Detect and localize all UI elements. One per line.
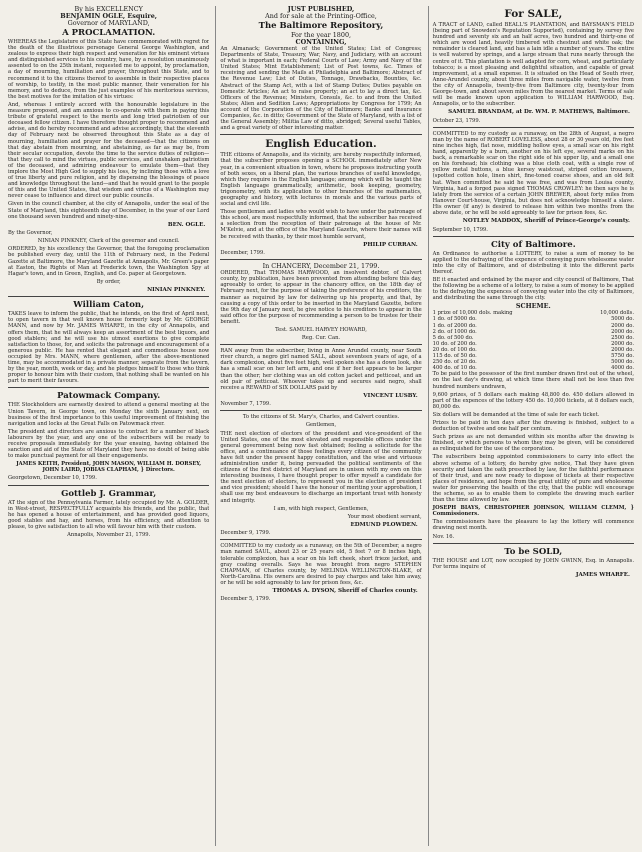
st-marys-servant: Your most obedient servant, xyxy=(347,513,422,520)
proclamation-order-by: By order, xyxy=(96,278,121,285)
proclamation-heading: A PROCLAMATION. xyxy=(62,28,156,38)
caton-heading: William Caton, xyxy=(73,300,145,311)
proclamation-paragraph: And, whereas I entirely accord with the honourable legislature in the measure proposed, and am anxious to co-operate with them in paying this tribute of grateful respect to the merits and long tried patriotism of our deceased fellow citizen. I have therefore thought proper to recommend and advise, and do hereby recommend and advise accordingly, that the eleventh day of February next be observed throughout this State as a day of mourning, humiliation and prayer for the deceased—that the citizens on that day abstain from mourning, and abstaining, as far as may be, from their secular occupation, devote the time to the service duties of religion—that they call to mind the virtues, public services, and unshaken patriotism of the deceased, and admiring endeavour to emulate them—that they implore the Most High God to supply his loss, by inclining those with a love of true liberty and pure religion, and by dispensing the blessings of peace and knowledge throughout the land—and that he would grant to the people of this and the United States, that wisdom and virtue of a Washington may never cease to influence and direct our public councils. xyxy=(8,101,210,200)
divider xyxy=(220,259,421,260)
divider xyxy=(8,387,209,388)
to-be-sold-signature: JAMES WHARFE. xyxy=(575,571,630,578)
for-sale-heading: For SALE, xyxy=(504,8,563,20)
scheme-amount: 5750 do. xyxy=(611,353,634,360)
maddox-date: September 10, 1799. xyxy=(432,226,488,233)
divider xyxy=(220,539,421,540)
repository-published: JUST PUBLISHED, xyxy=(287,6,355,13)
scheme-amount: 2500 do. xyxy=(611,334,634,341)
scheme-prize: 5 do. of 500 do. xyxy=(432,334,474,341)
grammar-paragraph: AT the sign of the Pennsylvania Farmer, lately occupied by Mr. A. GOLDER, in West-street, RESPECTFULLY acquaints his friends, and the public, that he has opened a house of entertainment, and has provided good liquors, good stables and hay, and horses, from his efficiency, and attention to please, to give satisfaction to all who will favour him with their custom. xyxy=(8,499,210,530)
divider xyxy=(433,543,634,544)
repository-year: For the year 1800, xyxy=(290,31,352,39)
scheme-prize: 115 do. of 50 do. xyxy=(432,353,477,360)
divider xyxy=(8,485,209,486)
chancery-paragraph: ORDERED, That THOMAS HARWOOD, an insolvent debtor, of Calvert county, by publication, have been prevented from attending before this day, agreeably to order, to appear in the chancery office, on the 18th day of February next, for the purpose of taking the preference of his creditors, the manner as required by law for delivering up his property, and that, by causing a copy of this order to be inserted in the Maryland Gazette, before the 9th day of January next, he give notice to his creditors to appear in the said office for the purpose of recommending a person to be trustee for their benefit. xyxy=(220,270,422,325)
english-education-paragraph: THE citizens of Annapolis, and its vicinity, are hereby respectfully informed, that the subscriber proposes opening a SCHOOL immediately after New year, in a convenient situation in town, where he proposes instructing youth of both sexes, on a liberal plan, the various branches of useful knowledge, which they require in the English language; among which will be taught the English language grammatically, arithmetic, book keeping, geometry, trigonometry, with its application to other branches of the mathematics, geography and history, with lectures in morals and the various parts of social and civil life. xyxy=(220,152,422,208)
proclamation-governor-title: Governor of MARYLAND, xyxy=(67,19,150,27)
grammar-heading: Gottleb J. Grammar, xyxy=(61,488,157,499)
city-paragraph: The subscribers being appointed commissioners to carry into effect the above scheme of a lottery, do hereby give notice, That they have given security and taken the oath prescribed by law, for the faithful performance of their trust, and are now ready to dispose of tickets at their respective places of residence, and hope from the great utility of pure and wholesome water for preserving the health of the city, that the public will encourage the scheme, so as to enable them to complete the drawing much earlier than the time allowed by law. xyxy=(432,454,634,504)
dyson-date: December 5, 1799. xyxy=(220,596,271,603)
scheme-prize: 20 do. of 100 do. xyxy=(432,346,477,353)
city-date: Nov. 16. xyxy=(432,533,455,540)
maddox-signature: NOTLEY MADDOX, Sheriff of Prince-George's county. xyxy=(462,218,630,225)
scheme-amount: 2000 do. xyxy=(611,322,634,329)
divider xyxy=(433,236,634,237)
divider xyxy=(220,410,421,411)
column-middle xyxy=(215,6,421,846)
english-education-paragraph: Those gentlemen and ladies who would wish to have under the patronage of this school, are most respectfully informed, that the subscriber has received a selection from the reception of their patronage at the house of Mr. M'Kelvie, and at the office of the Maryland Gazette, where their names will be received with thanks, by their most humble servant, xyxy=(220,209,422,240)
scheme-prize: 1 prize of 10,000 dols. making xyxy=(432,310,513,317)
maddox-paragraph: COMMITTED to my custody as a runaway, on the 28th of August, a negro man by the name of ROBERT LOVELESS, about 28 or 30 years old, five feet nine inches high, flat nose, middling hollow eyes, a small scar on his right hand, apparently by a burn, another on his left eye, several marks on his back, a remarkable scar on the right side of his upper lip, and a small one on his forehead; his clothing was a blue cloth coat, with a single row of yellow metal buttons, a blue kersey waistcoat, striped cotton trousers, (spotted cotton hole, linen shirt, fine-toned coarse shoes, and an old felt hat. When committed he said he was free, and was from Louisa county, Virginia, had a forged pass signed THOMAS CROWLEY: he then says he is lately from the service of a certain JOHN BREWER, about forty miles from Hanover Court-house, Virginia, but does not acknowledge himself a slave. His owner (if any) is desired to release him within two months from the above date, or he will be sold agreeably to law for prison fees, &c. xyxy=(432,130,634,217)
city-paragraph: The commissioners have the pleasure to lay the lottery will commence drawing next month. xyxy=(432,519,634,532)
divider xyxy=(220,134,421,135)
scheme-amount: 2000 do. xyxy=(611,346,634,353)
for-sale-signature: SAMUEL BRANDAM, at Dr. WM. P. MATHEWS, Baltimore. xyxy=(448,109,630,116)
city-paragraph: Prizes to be paid in ten days after the drawing is finished, subject to a deduction of twelve and one half per centum. xyxy=(432,419,634,433)
potomac-paragraph: The president and directors are anxious to contract for a number of black labourers by the year, and any one of the subscribers will be ready to receive proposals immediately for the year ensuing, having obtained the sanction and aid of the State of Maryland they have no doubt of being able to make punctual payment for all their engagements. xyxy=(8,428,210,460)
proclamation-clerk: NINIAN PINKNEY, Clerk of the governor and council. xyxy=(37,238,180,245)
scheme-amount: 2000 do. xyxy=(611,328,634,335)
potomac-directors: JAMES KEITH, President, JOHN MASON, WILLIAM H. DORSEY, JOHN LAIRD, JOBIAS CLAPHAM, } Directors. xyxy=(16,461,202,474)
divider xyxy=(433,127,634,128)
scheme-amount: 5000 do. xyxy=(611,316,634,323)
proclamation-paragraph: WHEREAS the Legislature of this State have commemorated with regret for the death of the illustrious personage General George Washington, and zealous to express their high respect and veneration for his eminent virtues and distinguished services to his country, have, by a resolution unanimously assented to on the 25th instant, requested me to appoint, by proclamation, a day of mourning, humiliation and prayer, throughout this State, and to recommend it to the citizens thereof to assemble in their respective places of worship, to testify, in the most public manner, their veneration for his memory, and to deduce, from the just examples of his meritorious services, the best motives for the imitation of his virtues: xyxy=(8,39,210,100)
scheme-prize: 2 do. of 1000 do. xyxy=(432,328,477,335)
proclamation-by: By his EXCELLENCY xyxy=(74,6,143,13)
city-paragraph: 9,600 prizes, of 5 dollars each making 48,800 do. 450 dollars allowed in part of the expences of the lottery 450 do. 10,000 tickets, at 8 dollars each, 80,000 do. xyxy=(432,391,634,410)
chancery-register: Reg. Cur. Can. xyxy=(301,335,341,342)
st-marys-closing: I am, with high respect, Gentlemen, xyxy=(273,505,369,512)
divider xyxy=(220,344,421,345)
for-sale-paragraph: A TRACT of LAND, called BEALL'S PLANTATION, and BAYSMAN'S FIELD (being part of Snowden's Reputation Supported), containing by survey five hundred and seventy six and an half acres, two hundred and thirty-one of which are wood land, heavily timbered with chestnut and white oak; the remainder is cleared land, and has a lain idle a number of years. The entire is well watered by springs, and a large stream that runs nearly through the centre of it. This plantation is well adapted for corn, wheat, and particularly tobacco; is a most pleasing and delightful situation, and capable of great improvement, at a small expense. It is situated on the Head of South river, Anne-Arundel county, about three miles from navigable water, twelve from the city of Annapolis, twenty-five from Baltimore city, twenty-four from George-town, and about seven miles from the nearest market. Terms of sale will be made known upon application to WILLIAM HARWOOD, Esq. Annapolis, or to the subscriber. xyxy=(432,22,634,108)
scheme-amount: 10,000 dolls. xyxy=(600,310,634,317)
scheme-prize: 400 do. of 10 do. xyxy=(432,365,477,372)
city-paragraph: Six dollars will be demanded at the time of sale for each ticket. xyxy=(432,411,600,418)
scheme-prize: 10 do. of 200 do. xyxy=(432,340,477,347)
runaway-paragraph: RAN away from the subscriber, living in Anne Arundel county, near South river church, a negro girl named SALL, about seventeen years of age, of a dark complexion, about five feet high, well spoken she has a down look, she has a small scar on her left arm, and one if her feet appears to be larger than the other; her clothing was an old cotton jacket and petticoat, and an old pair of petticoat. Whoever takes up and secures said negro, shall receive a REWARD of SIX DOLLARS paid by xyxy=(220,348,422,391)
repository-paragraph: An Almanack; Government of the United States; List of Congress; Departments of State, Treasury, War, Navy, and Judiciary, with an account of what is important in each; Federal Courts of Law; Army and Navy of the United States; Mint Establishment; List of Post towns, &c. Times of receiving and sending the Mails at Philadelphia and Baltimore; Abstract of the Revenue Law; List of Duties, Tonnage, Drawbacks, Bounties, &c. Abstract of the Stamp Act, with a list of Stamp Duties; Duties payable on Domestic Articles; An act to raise property; an act to lay a direct tax, &c. Officers of the Revenue; Ministers, Consuls, &c. to and from the United States; Alien and Sedition Laws; Appropriations by Congress for 1799; An account of the Corporation of the City of Baltimore; Banks and Insurance Companies, &c. in ditto; Government of the State of Maryland, with a list of the General Assembly; Militia Law of ditto, abridged; Several useful Tables, and a great variety of other interesting matter. xyxy=(220,46,422,132)
city-heading: City of Baltimore. xyxy=(490,239,576,250)
scheme-prize: 1 do. of 2000 do. xyxy=(432,322,477,329)
chancery-test: Test. SAMUEL HARVEY HOWARD, xyxy=(275,326,367,333)
repository-title: The Baltimore Repository, xyxy=(258,21,384,31)
st-marys-salutation: Gentlemen, xyxy=(305,422,337,429)
column-left xyxy=(8,6,209,846)
proclamation-order-signature: NINIAN PINKNEY. xyxy=(147,286,206,293)
city-paragraph: BE it enacted and ordained by the mayor and city council of Baltimore, That the following be a scheme of a lottery, to raise a sum of money to be applied to the defraying the expences of conveying water into the city of Baltimore, and distributing the same through the city. xyxy=(432,277,634,302)
to-be-sold-paragraph: THE HOUSE and LOT, now occupied by JOHN GWINN, Esq. in Annapolis. For terms inquire of xyxy=(432,557,634,570)
scheme-table xyxy=(433,310,634,371)
st-marys-signature: EDMUND PLOWDEN. xyxy=(350,521,418,528)
proclamation-signature: BEN. OGLE. xyxy=(167,221,206,228)
potomac-date: Georgetown, December 10, 1799. xyxy=(8,475,97,482)
english-education-date: December, 1799. xyxy=(220,250,265,257)
city-paragraph: To be paid to the possessor of the first number drawn first out of the wheel, on the last day's drawing, at which time there shall not be less than five hundred numbers undrawn, xyxy=(432,371,634,390)
proclamation-paragraph: Given in the council chamber, at the city of Annapolis, under the seal of the State of Maryland, this eighteenth day of December, in the year of our Lord one thousand seven hundred and ninety-nine. xyxy=(8,201,210,220)
to-be-sold-heading: To be SOLD, xyxy=(504,546,563,557)
proclamation-governor-name: BENJAMIN OGLE, Esquire, xyxy=(60,12,158,20)
caton-paragraph: TAKES leave to inform the public, that he intends, on the first of April next, to open tavern in that well known house formerly kept by Mr. GEORGE MANN, and now by Mr. JAMES WHARFE, in the city of Annapolis, and offers them, that he will always keep an assortment of the best liquors, and good stablers; and he will use his utmost exertions to give complete satisfaction to those, for, and solicits the patronage and encouragement of a generous public. He has rented that elegant and commodious house now occupied by Mrs. MANN, where gentlemen, after the above-mentioned time, may be accommodated in a private manner, separate from the tavern, by the year, month, week or day, and he pledges himself to those who think proper to honour him with their custom, that nothing shall be wanted on his part to merit their favours. xyxy=(8,311,210,385)
potomac-paragraph: THE Stockholders are earnestly desired to attend a general meeting at the Union Tavern, in George town, on Monday the sixth January next, on business of the first importance to this useful improvement of finishing the navigation and locks at the Great Falls on Patowmack river. xyxy=(8,402,210,427)
scheme-prize: 250 do. of 20 do. xyxy=(432,359,477,366)
city-paragraph: Such prizes as are not demanded within six months after the drawing is finished, or which persons to whom they may be given, will be considered as relinquished for the use of the corporation. xyxy=(432,434,634,453)
dyson-signature: THOMAS A. DYSON, Sheriff of Charles county. xyxy=(272,587,418,594)
repository-for-sale: And for sale at the Printing-Office, xyxy=(265,12,377,20)
st-marys-heading: To the citizens of St. Mary's, Charles, and Calvert counties. xyxy=(242,414,400,421)
proclamation-order: ORDERED, by his excellency the Governor, that the foregoing proclamation be published every day, until the 11th of February next, in the Federal Gazette at Baltimore, the Maryland Gazette at Annapolis, Mr. Green's paper at Easton, the Rights of Man at Frederick town, the Washington Spy at Hagar's town, and in Green, English, and Co. paper at Georgetown. xyxy=(8,246,210,277)
city-commissioners: JOSEPH BIAYS, CHRISTOPHER JOHNSON, WILLIAM CLEMM, } Commissioners. xyxy=(432,505,634,518)
st-marys-date: December 9, 1799. xyxy=(220,530,271,537)
runaway-signature: VINCENT LUSBY. xyxy=(363,392,418,399)
english-education-heading: English Education. xyxy=(265,138,377,151)
scheme-amount: 2000 do. xyxy=(611,340,634,347)
proclamation-by-governor: By the Governor, xyxy=(8,230,53,237)
repository-containing: CONTAINING, xyxy=(295,38,347,46)
runaway-date: November 7, 1799. xyxy=(220,401,271,408)
potomac-heading: Patowmack Company. xyxy=(57,391,161,402)
scheme-amount: 4000 do. xyxy=(611,365,634,372)
chancery-heading: In CHANCERY, December 21, 1799. xyxy=(262,262,380,271)
english-education-signature: PHILIP CURRAN. xyxy=(363,241,418,248)
divider xyxy=(8,296,209,297)
st-marys-paragraph: THE next election of electors of the president and vice-president of the United States, one of the most elevated and responsible offices under the general government being now fast obtained; feeling a solicitude for the office, and a continuance of those feelings every citizen of the community have felt under the present happy constitution, and the wise and virtuous administration under it, being persuaded the political sentiments of the citizens of the first district of Maryland are in unison with my own on this interesting business, I have thought proper to offer myself a candidate for the next election of electors, to represent you in the election of president and vice president; should I have the honour of meriting your approbation, I shall use my best endeavours to discharge an important trust with honesty and integrity. xyxy=(220,430,422,504)
scheme-heading: SCHEME. xyxy=(515,302,551,311)
for-sale-date: October 23, 1799. xyxy=(432,117,481,124)
grammar-date: Annapolis, November 21, 1799. xyxy=(67,532,151,538)
scheme-amount: 5000 do. xyxy=(611,359,634,366)
column-right xyxy=(428,6,634,846)
city-paragraph: An Ordinance to authorise a LOTTERY, to raise a sum of money to be applied to the defraying of the expence of conveying pure wholesome water into the city of Baltimore, and of distributing it into the different parts thereof. xyxy=(432,250,634,275)
dyson-paragraph: COMMITTED to my custody as a runaway, on the 5th of December, a negro man named SAUL, about 23 or 25 years old, 5 feet 7 or 8 inches high, tolerable complexion, has a scar on his left cheek, short frieze jacket, and gray coating overalls. Says he was brought from negro STEPHEN CHAPMAN, of Charles county, by MELINDA WELLINGTON-BLAKE, of North-Carolina. His owners are desired to pay charges and take him away, or he will be sold agreeably to law for prison fees, &c. xyxy=(220,543,422,586)
scheme-prize: 1 do. of 5000 do. xyxy=(432,316,477,323)
